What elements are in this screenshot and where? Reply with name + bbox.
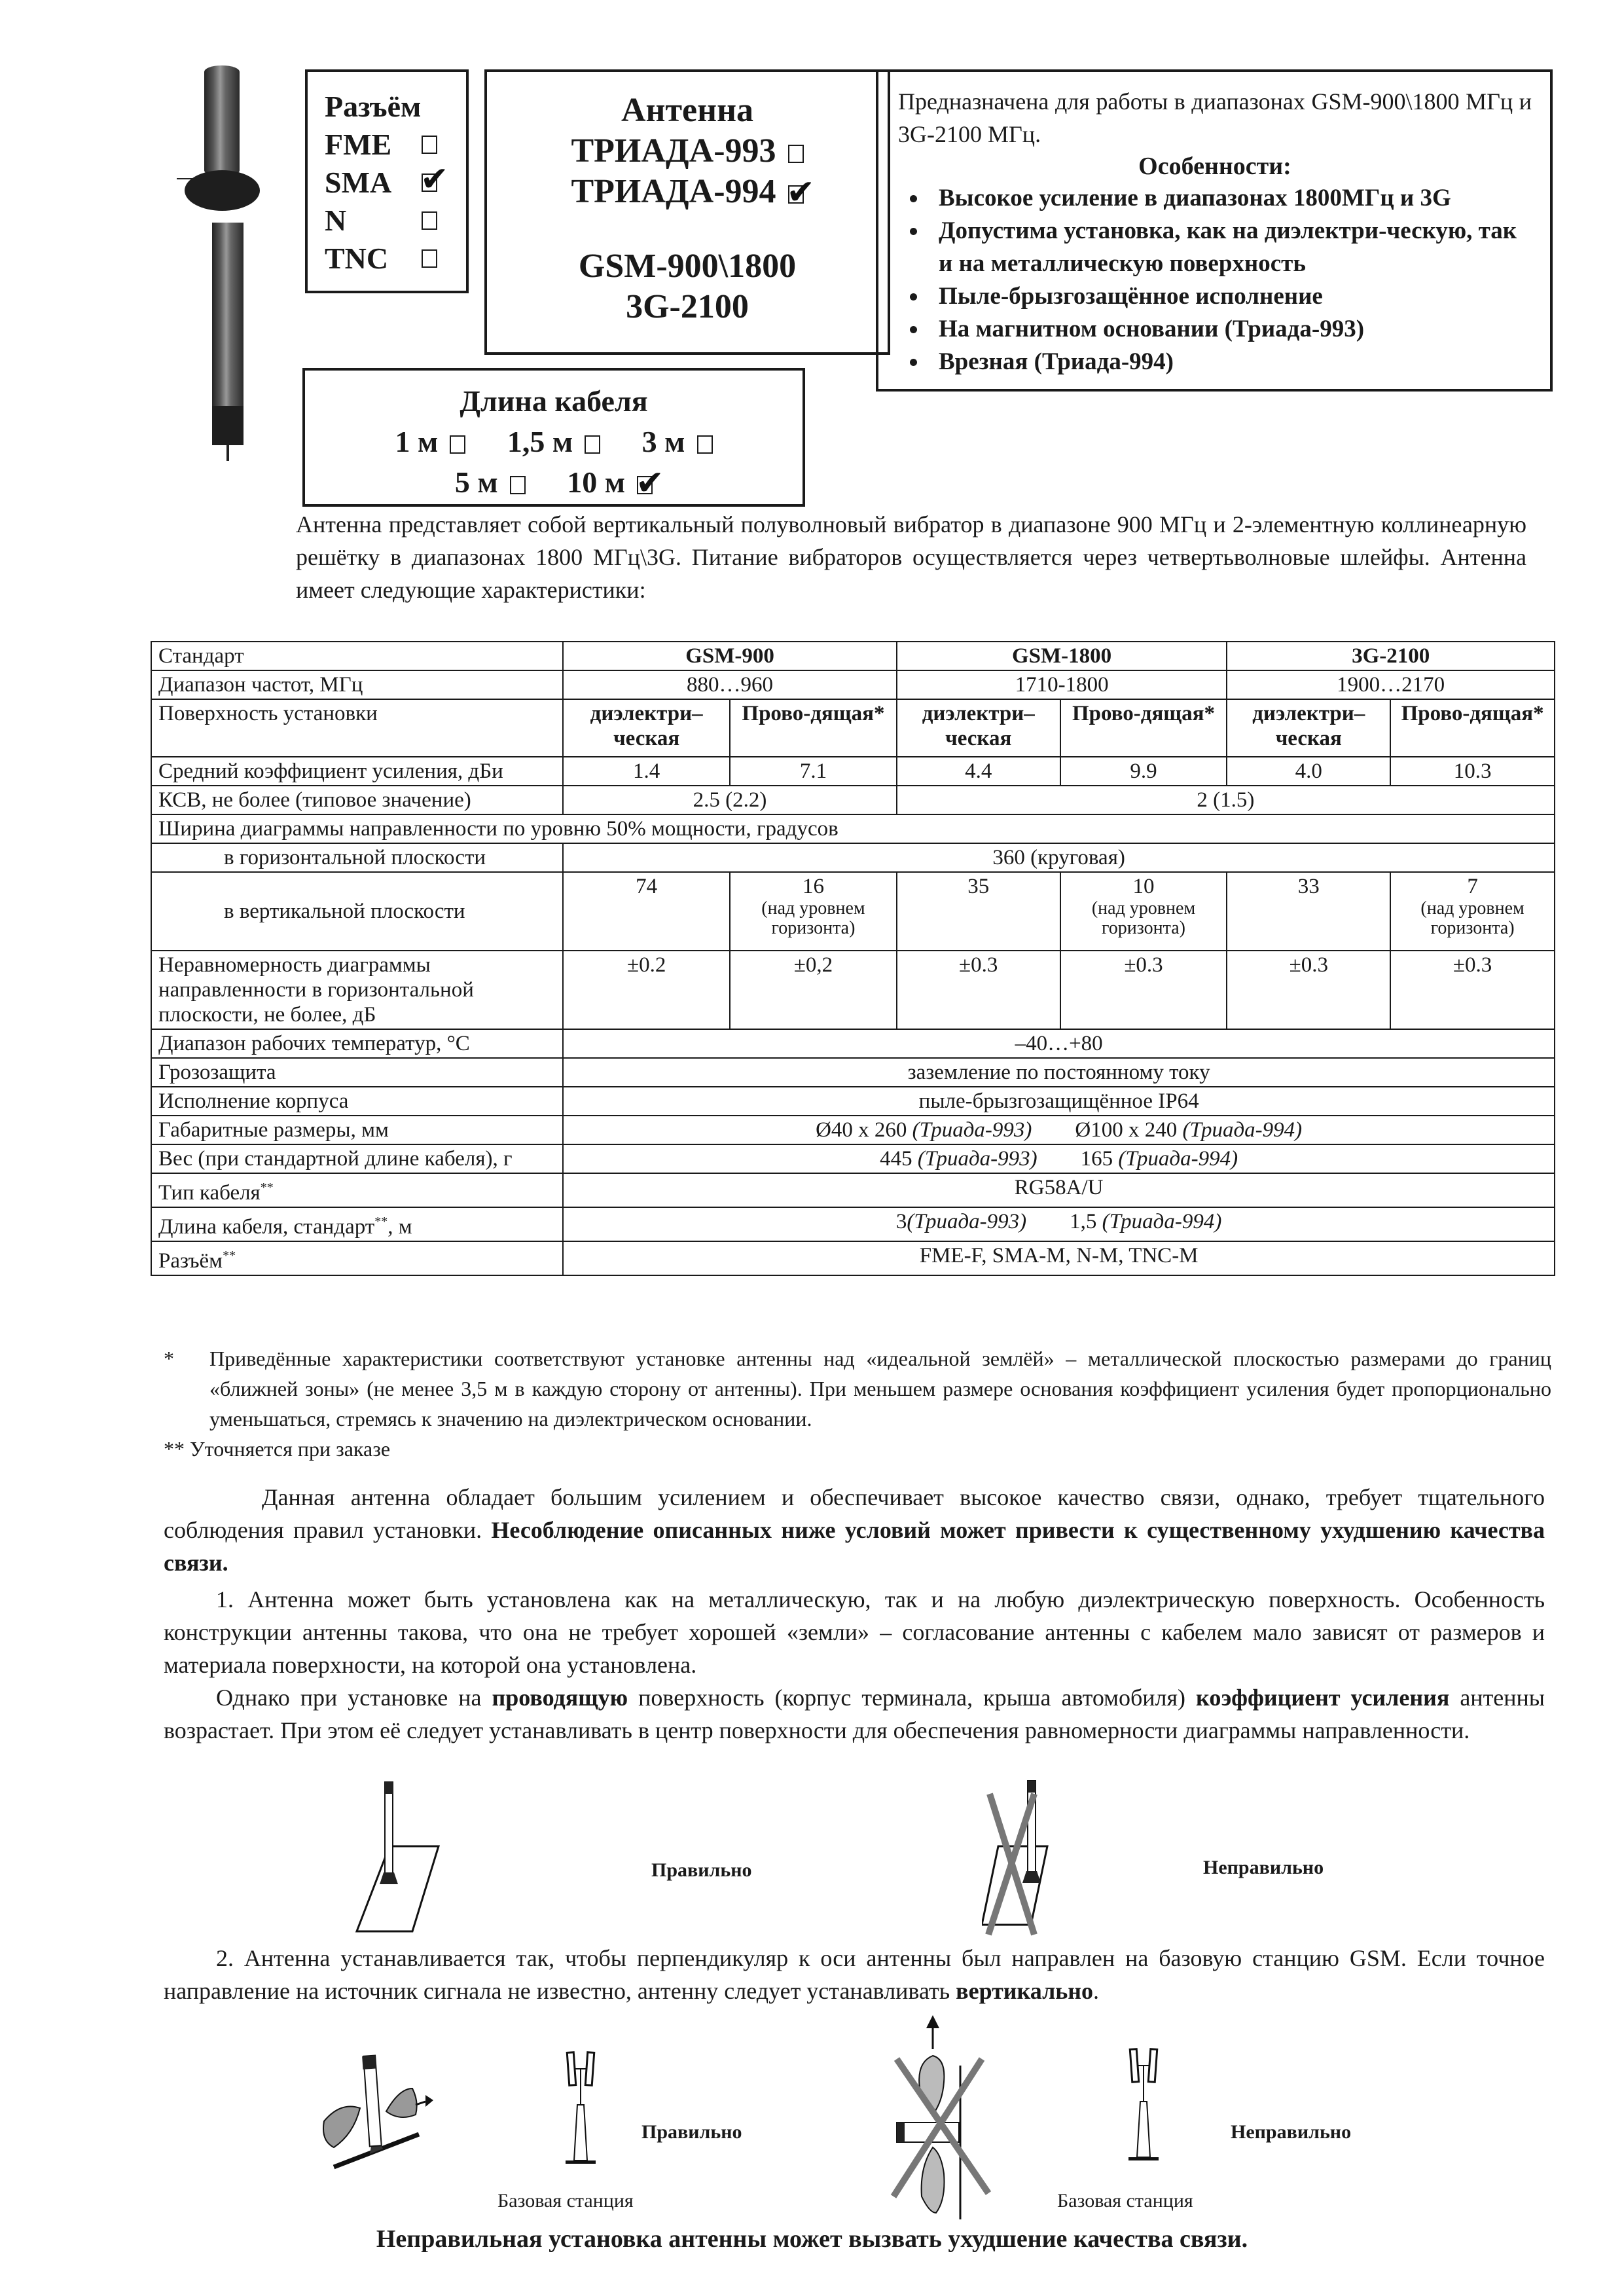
label-base-station-2: Базовая станция: [1057, 2190, 1193, 2212]
cable-length-title: Длина кабеля: [460, 384, 648, 418]
model-bands-line2: 3G-2100: [626, 288, 749, 325]
connector-option-tnc[interactable]: TNC: [325, 240, 466, 278]
model-option-993[interactable]: ТРИАДА-993: [487, 131, 888, 172]
mounting-incorrect-figure: [982, 1768, 1257, 1944]
antenna-993-image: [177, 65, 268, 249]
intro-paragraph: Антенна представляет собой вертикальный полуволновый вибратор в диапазоне 900 МГц и 2-элементную коллинеарную решётку в диапазонах 1800 МГц\3G. Питание вибраторов осуществляется через четвертьволновые шлейфы. Антенна имеет следующие характеристики:: [296, 511, 1526, 603]
table-row: в вертикальной плоскости 74 16 (над уровнем горизонта) 35 10 (над уровнем горизонта) 33 7 (над уровнем горизонта): [151, 872, 1555, 951]
footnotes: [164, 1343, 1551, 1464]
table-row: Исполнение корпуса пыле-брызгозащищённое IP64: [151, 1087, 1555, 1116]
orientation-correct-figure: [314, 2043, 589, 2174]
connector-option-fme[interactable]: FME: [325, 126, 466, 164]
table-row: Вес (при стандартной длине кабеля), г 445 (Триада-993) 165 (Триада-994): [151, 1144, 1555, 1173]
label-correct-1: Правильно: [651, 1859, 752, 1881]
antenna-model-box: [484, 69, 890, 355]
base-station-icon: [1126, 2043, 1165, 2167]
features-list: [898, 182, 1532, 378]
table-row: Средний коэффициент усиления, дБи 1.4 7.1 4.4 9.9 4.0 10.3: [151, 757, 1555, 786]
label-correct-2: Правильно: [641, 2121, 742, 2143]
feature-item: • Врезная (Триада-994): [928, 346, 1532, 378]
checkbox-checked-icon[interactable]: [637, 476, 653, 494]
table-row: Грозозащита заземление по постоянному току: [151, 1058, 1555, 1087]
checkbox-icon[interactable]: [788, 145, 804, 163]
paragraph-rule-1: 1. Антенна может быть установлена как на металлическую, так и на любую диэлектрическую поверхность. Особенность конструкции антенны такова, что она не требует хорошей «земли» – согласование антенны с кабелем мало зависят от размеров и материала поверхности, на которой она установлена.: [164, 1586, 1545, 1678]
checkbox-icon[interactable]: [450, 435, 465, 454]
footnote-star: *: [164, 1347, 174, 1370]
feature-item: • Высокое усиление в диапазонах 1800МГц и 3G: [928, 182, 1532, 215]
table-row: Габаритные размеры, мм Ø40 х 260 (Триада-993) Ø100 х 240 (Триада-994): [151, 1116, 1555, 1144]
table-row: Диапазон частот, МГц 880…960 1710-1800 1900…2170: [151, 670, 1555, 699]
table-row: Диапазон рабочих температур, °С –40…+80: [151, 1029, 1555, 1058]
connector-option-n[interactable]: N: [325, 202, 466, 240]
table-row: Разъём** FME-F, SMA-M, N-M, TNC-M: [151, 1241, 1555, 1275]
description-intro: Предназначена для работы в диапазонах GSM-900\1800 МГц и 3G-2100 МГц.: [898, 88, 1532, 147]
mounting-correct-figure: [340, 1774, 615, 1938]
checkbox-icon[interactable]: [422, 211, 437, 230]
checkbox-checked-icon[interactable]: [788, 185, 804, 204]
cable-option-1m[interactable]: 1 м: [395, 425, 465, 458]
footnote-1: Приведённые характеристики соответствуют установке антенны над «идеальной землёй» – металлической плоскостью размерами до границ «ближней зоны» (не менее 3,5 м в каждую сторону от антенны). При меньшем размере основания коэффициент усиления будет пропорционально уменьшаться, стремясь к значению на диэлектрическом основании.: [209, 1347, 1551, 1430]
spec-table: [151, 641, 1555, 1276]
feature-item: • Пыле-брызгозащённое исполнение: [928, 280, 1532, 313]
table-row: КСВ, не более (типовое значение) 2.5 (2.2) 2 (1.5): [151, 786, 1555, 814]
paragraph-rule-2: 2. Антенна устанавливается так, чтобы перпендикуляр к оси антенны был направлен на базовую станцию GSM. Если точное направление на источник сигнала не известно, антенну следует устанавливать вертикально.: [164, 1945, 1545, 2004]
checkbox-icon[interactable]: [510, 476, 526, 494]
checkbox-icon[interactable]: [422, 249, 437, 268]
table-row: Стандарт GSM-900 GSM-1800 3G-2100: [151, 642, 1555, 670]
checkbox-checked-icon[interactable]: [422, 173, 437, 192]
description-box: [876, 69, 1553, 392]
cable-option-10m[interactable]: 10 м✔: [567, 465, 653, 499]
connector-selection-box: [305, 69, 469, 293]
checkbox-icon[interactable]: [422, 136, 437, 154]
connector-option-sma[interactable]: SMA ✔: [325, 164, 466, 202]
table-row: Длина кабеля, стандарт**, м 3(Триада-993) 1,5 (Триада-994): [151, 1207, 1555, 1241]
label-incorrect-2: Неправильно: [1231, 2121, 1352, 2143]
cable-option-1-5m[interactable]: 1,5 м: [507, 425, 600, 458]
paragraph-quality: Данная антенна обладает большим усилением и обеспечивает высокое качество связи, однако, требует тщательного соблюдения правил установки. Несоблюдение описанных ниже условий может привести к существенному ухудшению качества связи.: [164, 1484, 1545, 1576]
table-row: Ширина диаграммы направленности по уровню 50% мощности, градусов: [151, 814, 1555, 843]
checkbox-icon[interactable]: [697, 435, 713, 454]
table-row: в горизонтальной плоскости 360 (круговая): [151, 843, 1555, 872]
cable-option-5m[interactable]: 5 м: [455, 465, 526, 499]
cable-option-3m[interactable]: 3 м: [642, 425, 713, 458]
table-row: Тип кабеля** RG58A/U: [151, 1173, 1555, 1207]
model-option-994[interactable]: ТРИАДА-994✔: [487, 172, 888, 212]
base-station-icon: [563, 2046, 602, 2170]
antenna-994-image: [209, 223, 249, 524]
final-warning: Неправильная установка антенны может вызвать ухудшение качества связи.: [376, 2225, 1248, 2253]
model-title: Антенна: [621, 92, 754, 129]
table-row: Неравномерность диаграммы направленности в горизонтальной плоскости, не более, дБ ±0.2 ±0,2 ±0.3 ±0.3 ±0.3 ±0.3: [151, 951, 1555, 1029]
checkbox-icon[interactable]: [585, 435, 600, 454]
orientation-incorrect-figure: [884, 2010, 1001, 2219]
label-base-station-1: Базовая станция: [497, 2190, 634, 2212]
table-row: Поверхность установки диэлектри–ческая Прово-дящая* диэлектри–ческая Прово-дящая* диэлектри–ческая Прово-дящая*: [151, 699, 1555, 757]
connector-title: Разъём: [325, 90, 422, 123]
features-title: Особенности:: [1138, 153, 1291, 180]
paragraph-conductive: Однако при установке на проводящую поверхность (корпус терминала, крыша автомобиля) коэффициент усиления антенны возрастает. При этом её следует устанавливать в центр поверхности для обеспечения равномерности диаграммы направленности.: [164, 1685, 1545, 1743]
feature-item: • На магнитном основании (Триада-993): [928, 313, 1532, 346]
footnote-2: ** Уточняется при заказе: [164, 1437, 391, 1461]
feature-item: • Допустима установка, как на диэлектри-ческую, так и на металлическую поверхность: [928, 215, 1532, 280]
model-bands-line1: GSM-900\1800: [578, 247, 797, 285]
cable-length-box: [302, 368, 805, 507]
label-incorrect-1: Неправильно: [1203, 1857, 1324, 1878]
